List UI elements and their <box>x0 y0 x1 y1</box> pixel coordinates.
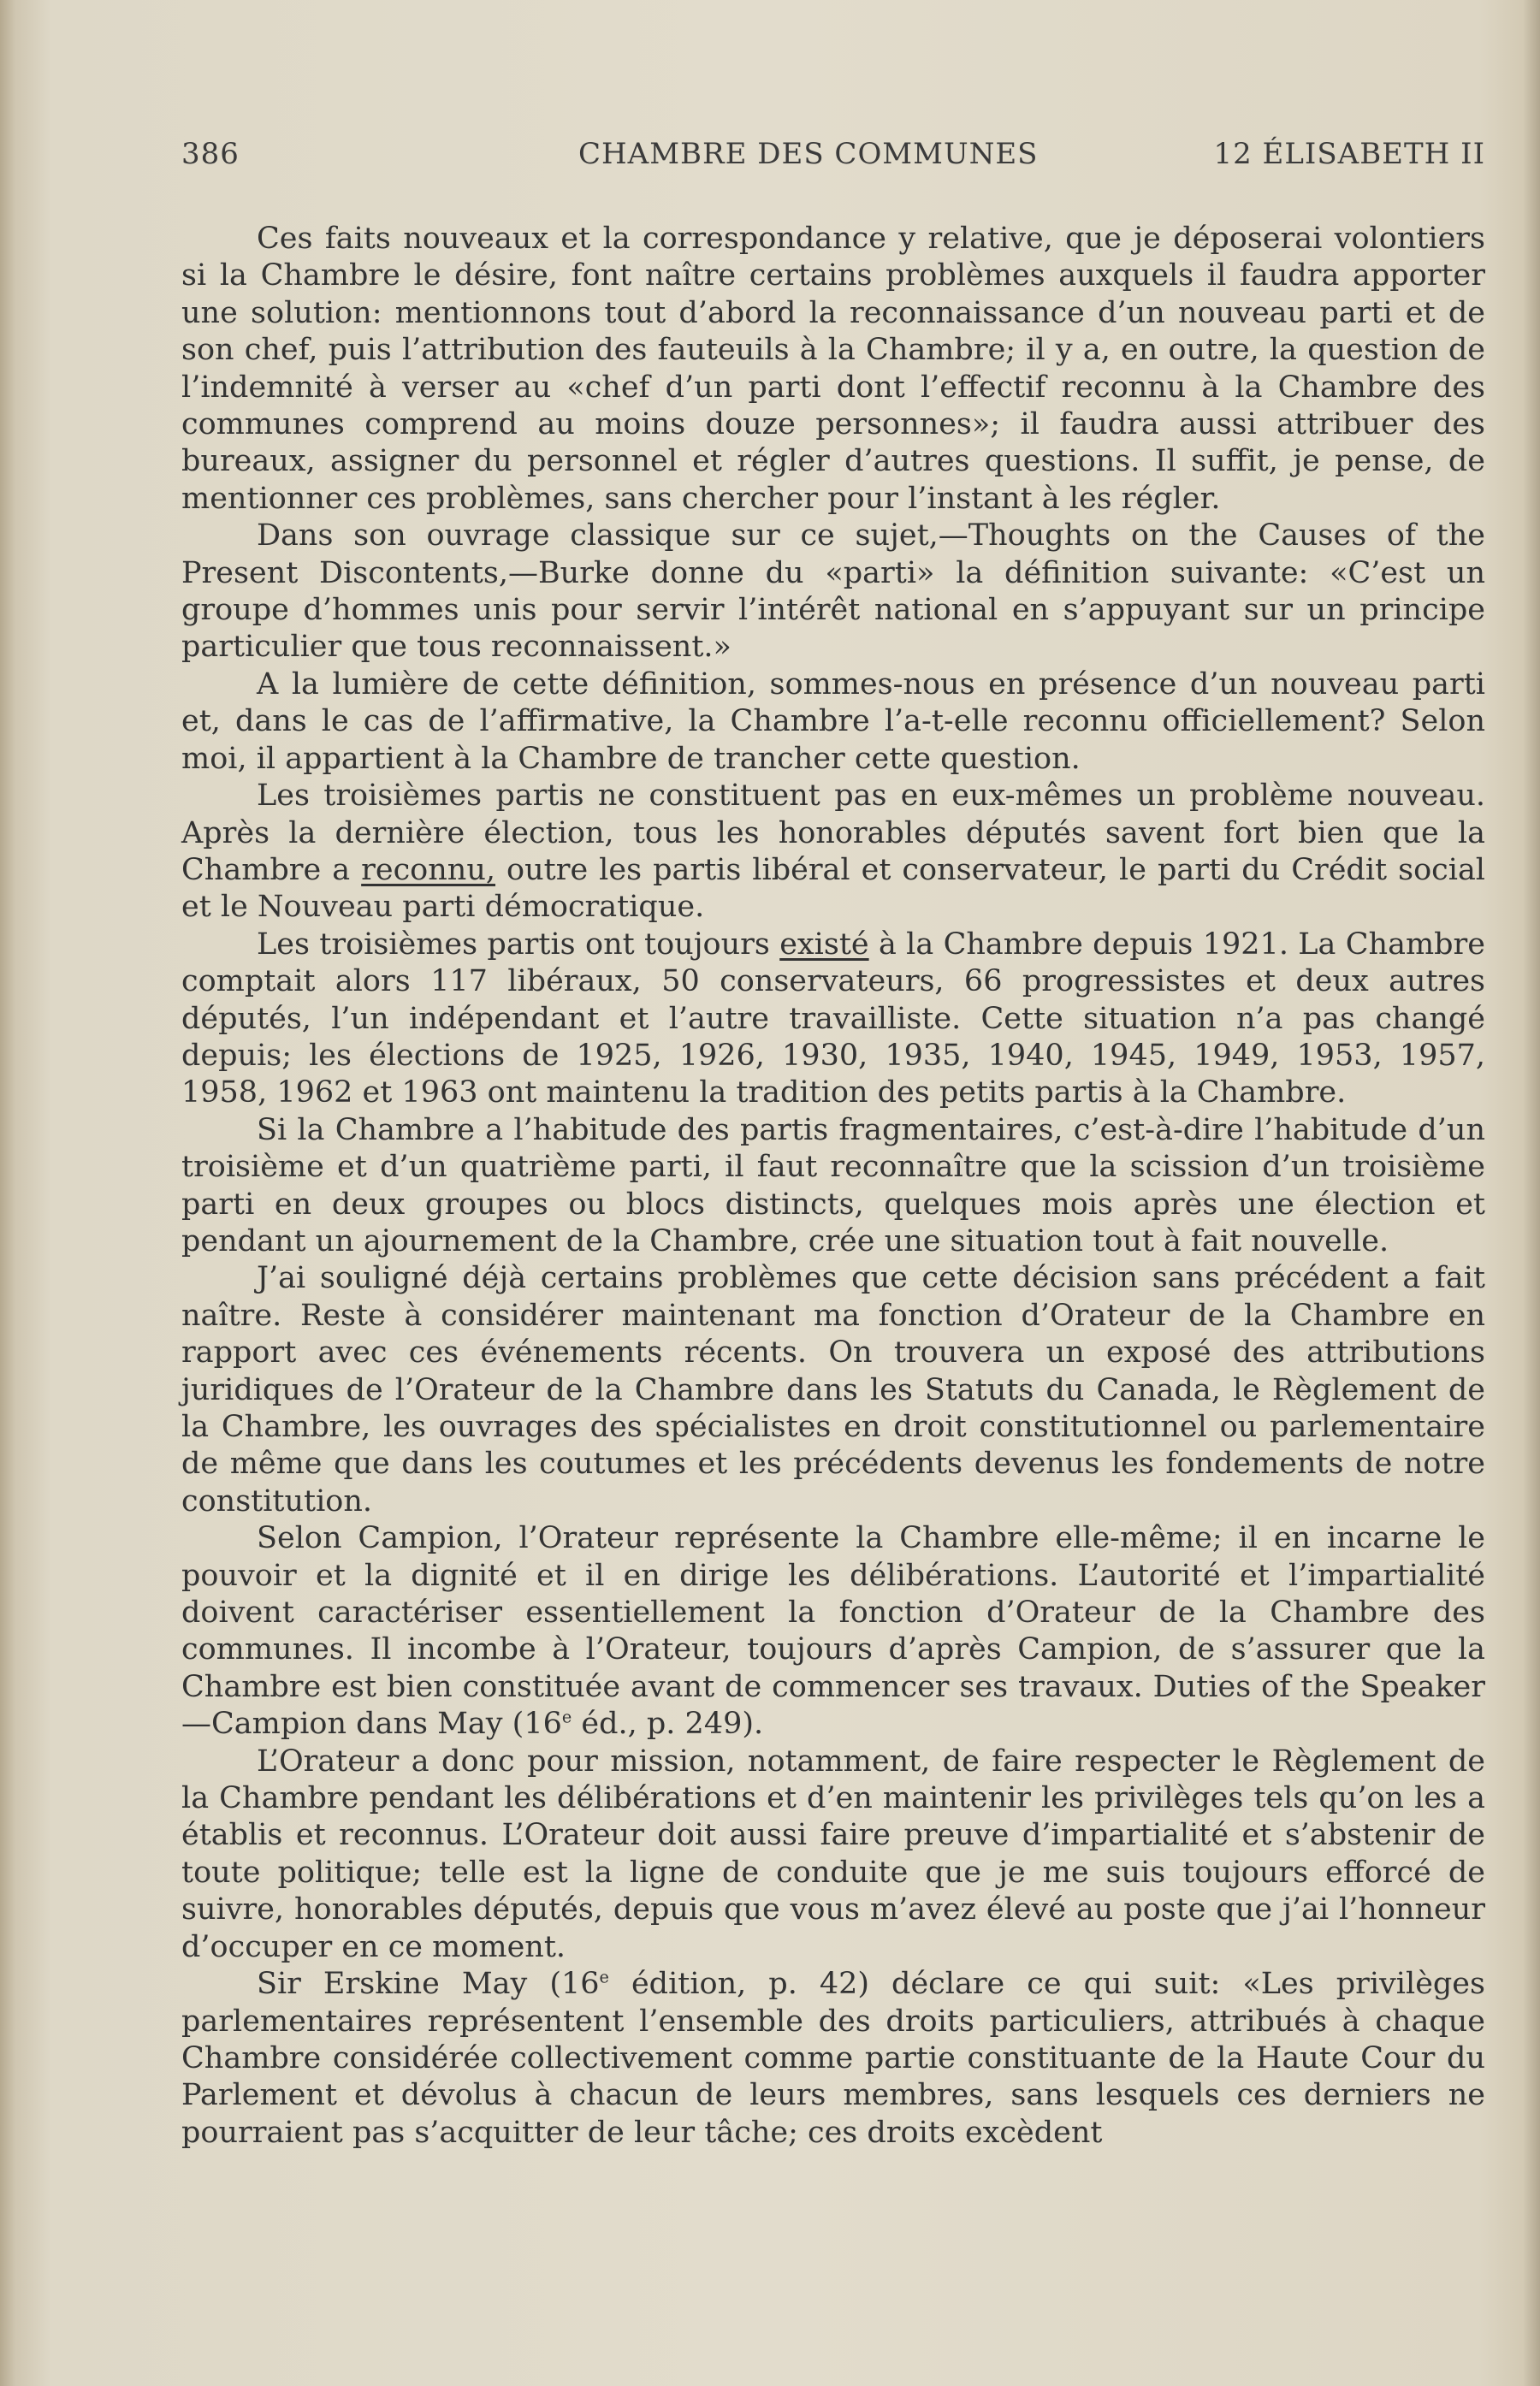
underlined-word: reconnu, <box>361 852 496 887</box>
paragraph-text: à la Chambre depuis 1921. La Chambre comptait alors 117 libéraux, 50 conservateurs, 66 progressistes et deux autres députés, l’un indépendant et l’autre travailliste. Cette situation n’a pas changé depuis; les élections de 1925, 1926, 1930, 1935, 1940, 1945, 1949, 1953, 1957, 1958, 1962 et 1963 ont maintenu la tradition des petits partis à la Chambre. <box>181 927 1485 1110</box>
paragraph: Dans son ouvrage classique sur ce sujet,—Thoughts on the Causes of the Present Discontents,—Burke donne du «parti» la définition suivante: «C’est un groupe d’hommes unis pour servir l’intérêt national en s’appuyant sur un principe particulier que tous reconnaissent.» <box>181 518 1485 665</box>
paragraph-text: éd., p. 249). <box>572 1707 764 1742</box>
paragraph-text: Les troisièmes partis ont toujours <box>257 927 780 962</box>
paragraph <box>181 1966 1485 2152</box>
paragraph-text: Les troisièmes partis ne constituent pas en eux-mêmes un problème nouveau. Après la dernière élection, tous les honorables députés savent fort bien que la Chambre a <box>181 779 1485 887</box>
paragraph-text: Sir Erskine May (16 <box>257 1967 600 2002</box>
paragraph-text: outre les partis libéral et conservateur, le parti du Crédit social et le Nouveau parti démocratique. <box>181 852 1486 925</box>
superscript-e: e <box>599 1967 609 1987</box>
running-head <box>181 137 1485 175</box>
page-number: 386 <box>181 137 240 171</box>
underlined-word: existé <box>779 927 869 962</box>
paragraph <box>181 778 1485 927</box>
paragraph-text: Selon Campion, l’Orateur représente la Chambre elle-même; il en incarne le pouvoir et la dignité et il en dirige les délibérations. L’autorité et l’impartialité doivent caractériser essentiellement la fonction d’Orateur de la Chambre des communes. Il incombe à l’Orateur, toujours d’après Campion, de s’assurer que la Chambre est bien constituée avant de commencer ses travaux. Duties of the Speaker—Campion dans May (16 <box>181 1521 1485 1742</box>
paragraph-text: édition, p. 42) déclare ce qui suit: «Les privilèges parlementaires représentent l’ensemble des droits particuliers, attribués à chaque Chambre considérée collectivement comme partie constituante de la Haute Cour du Parlement et dévolus à chacun de leurs membres, sans lesquels ces derniers ne pourraient pas s’acquitter de leur tâche; ces droits excèdent <box>181 1967 1485 2150</box>
paragraph: L’Orateur a donc pour mission, notamment, de faire respecter le Règlement de la Chambre pendant les délibérations et d’en maintenir les privilèges tels qu’on les a établis et reconnus. L’Orateur doit aussi faire preuve d’impartialité et s’abstenir de toute politique; telle est la ligne de conduite que je me suis toujours efforcé de suivre, honorables députés, depuis que vous m’avez élevé au poste que j’ai l’honneur d’occuper en ce moment. <box>181 1744 1485 1964</box>
paragraph <box>181 927 1485 1112</box>
body-text <box>181 221 1485 2152</box>
paragraph: Ces faits nouveaux et la correspondance y relative, que je déposerai volontiers si la Chambre le désire, font naître certains problèmes auxquels il faudra apporter une solution: mentionnons tout d’abord la reconnaissance d’un nouveau parti et de son chef, puis l’attribution des fauteuils à la Chambre; il y a, en outre, la question de l’indemnité à verser au «chef d’un parti dont l’effectif reconnu à la Chambre des communes comprend au moins douze personnes»; il faudra aussi attribuer des bureaux, assigner du personnel et régler d’autres questions. Il suffit, je pense, de mentionner ces problèmes, sans chercher pour l’instant à les régler. <box>181 222 1485 516</box>
superscript-e: e <box>561 1707 572 1727</box>
paragraph <box>181 1520 1485 1743</box>
paragraph: Si la Chambre a l’habitude des partis fragmentaires, c’est-à-dire l’habitude d’un troisième et d’un quatrième parti, il faut reconnaître que la scission d’un troisième parti en deux groupes ou blocs distincts, quelques mois après une élection et pendant un ajournement de la Chambre, crée une situation tout à fait nouvelle. <box>181 1112 1485 1258</box>
running-head-title: CHAMBRE DES COMMUNES <box>578 137 1039 171</box>
paragraph: A la lumière de cette définition, sommes-nous en présence d’un nouveau parti et, dans le cas de l’affirmative, la Chambre l’a-t-elle reconnu officiellement? Selon moi, il appartient à la Chambre de trancher cette question. <box>181 666 1485 776</box>
running-head-regnal-year: 12 ÉLISABETH II <box>1213 137 1485 171</box>
paragraph: J’ai souligné déjà certains problèmes que cette décision sans précédent a fait naître. Reste à considérer maintenant ma fonction d’Orateur de la Chambre en rapport avec ces événements récents. On trouvera un exposé des attributions juridiques de l’Orateur de la Chambre dans les Statuts du Canada, le Règlement de la Chambre, les ouvrages des spécialistes en droit constitutionnel ou parlementaire de même que dans les coutumes et les précédents devenus les fondements de notre constitution. <box>181 1261 1485 1519</box>
